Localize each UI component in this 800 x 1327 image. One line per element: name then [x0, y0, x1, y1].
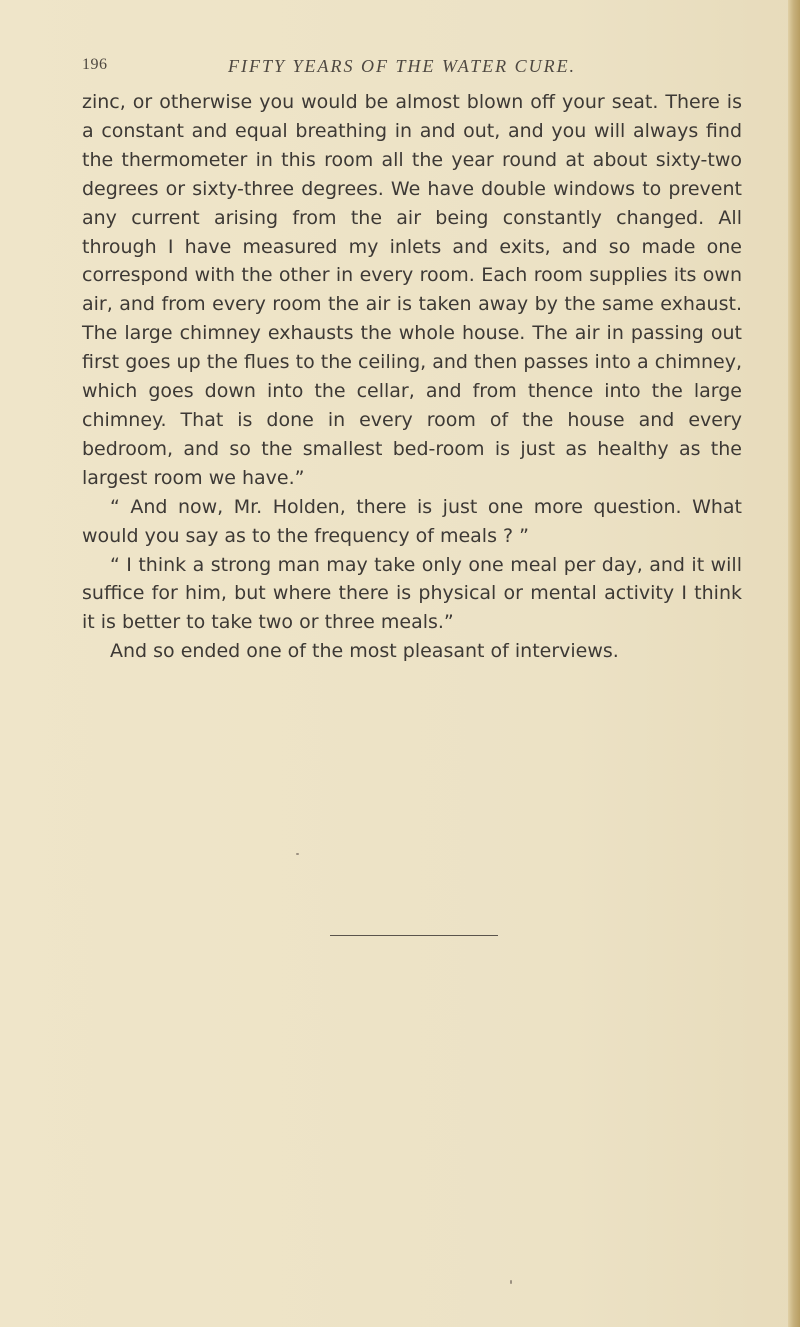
- page-header: [82, 56, 742, 80]
- paper-speck: [510, 1280, 512, 1284]
- page-number: 196: [82, 56, 108, 73]
- body-text: [82, 88, 742, 666]
- page-edge: [788, 0, 800, 1327]
- paragraph: And so ended one of the most pleasant of interviews.: [110, 640, 619, 663]
- closing-rule: [330, 935, 498, 936]
- paper-speck: [296, 853, 299, 855]
- running-head: FIFTY YEARS OF THE WATER CURE.: [228, 56, 577, 76]
- paragraph: zinc, or otherwise you would be almost blown off your seat. There is a constant and equal breathing in and out, and you will always find the thermometer in this room all the year round at about sixty-two degrees or sixty-three degrees. We have double windows to prevent any current arising from the air being constantly changed. All through I have measured my inlets and exits, and so made one correspond with the other in every room. Each room supplies its own air, and from every room the air is taken away by the same exhaust. The large chimney exhausts the whole house. The air in passing out first goes up the flues to the ceiling, and then passes into a chimney, which goes down into the cellar, and from thence into the large chimney. That is done in every room of the house and every bedroom, and so the smallest bed-room is just as healthy as the largest room we have.”: [82, 91, 742, 489]
- paragraph: “ I think a strong man may take only one meal per day, and it will suffice for him, but where there is physical or mental activity I think it is better to take two or three meals.”: [82, 553, 742, 634]
- paragraph: “ And now, Mr. Holden, there is just one more question. What would you say as to the frequency of meals ? ”: [82, 495, 742, 547]
